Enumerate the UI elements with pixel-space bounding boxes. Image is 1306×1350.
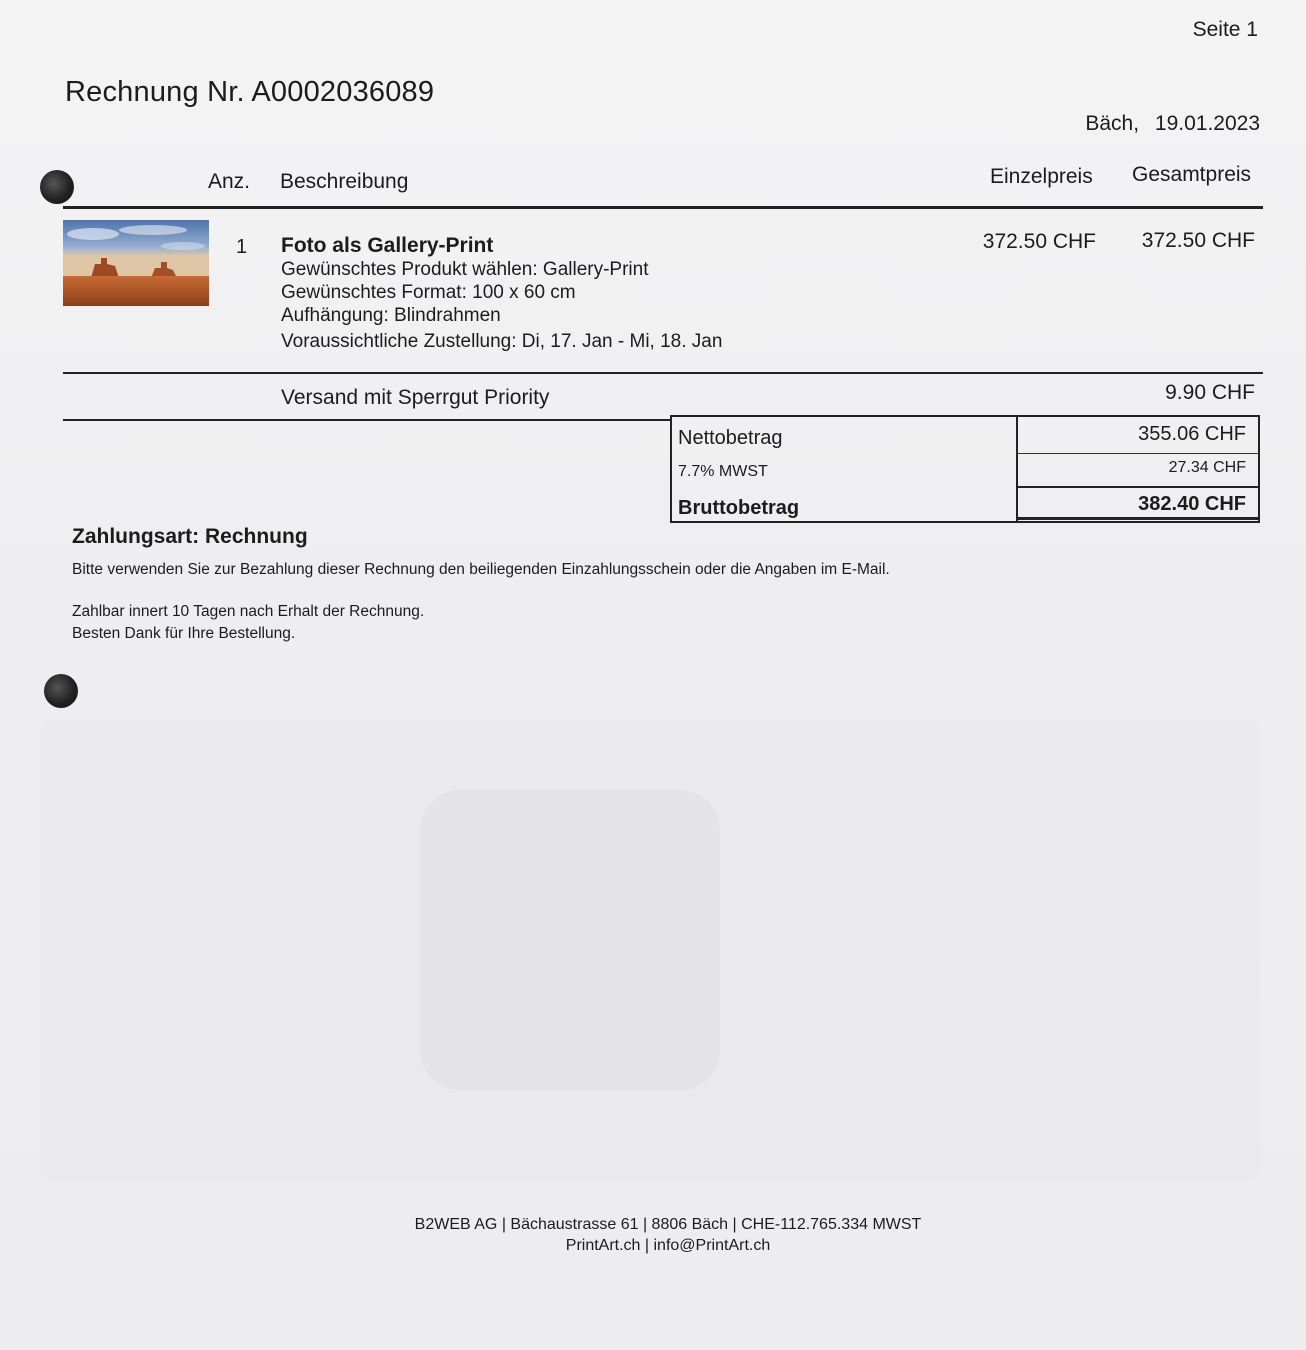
gross-amount-value: 382.40 CHF (1138, 493, 1246, 515)
line-item-detail: Gewünschtes Produkt wählen: Gallery-Print (281, 259, 649, 280)
table-header-rule (63, 206, 1263, 209)
thank-you-note: Besten Dank für Ihre Bestellung. (72, 625, 296, 642)
column-header-total-price: Gesamtpreis (1132, 163, 1252, 186)
payment-method-heading: Zahlungsart: Rechnung (72, 525, 308, 548)
punch-hole (40, 170, 74, 204)
shipping-price: 9.90 CHF (1165, 381, 1255, 404)
bleed-through-shadow (40, 720, 1260, 1180)
invoice-title: Rechnung Nr. A0002036089 (65, 76, 435, 108)
net-amount-label: Nettobetrag (678, 427, 783, 449)
shipping-label: Versand mit Sperrgut Priority (281, 386, 550, 409)
payment-note: Bitte verwenden Sie zur Bezahlung dieser Rechnung den beiliegenden Einzahlungsschein oder die Angaben im E-Mail. (72, 561, 890, 578)
place-date (1085, 112, 1260, 136)
line-item-detail: Voraussichtliche Zustellung: Di, 17. Jan - Mi, 18. Jan (281, 331, 723, 352)
totals-divider (1016, 517, 1260, 520)
shipping-rule (63, 419, 671, 421)
column-header-qty: Anz. (208, 170, 251, 193)
totals-divider (1016, 453, 1260, 454)
line-item-detail: Aufhängung: Blindrahmen (281, 305, 501, 326)
net-amount-value: 355.06 CHF (1138, 423, 1246, 445)
punch-hole (44, 674, 78, 708)
line-item-unit-price: 372.50 CHF (982, 230, 1096, 253)
invoice-date: 19.01.2023 (1154, 112, 1260, 135)
page-number: Seite 1 (1192, 18, 1258, 41)
invoice-place: Bäch, (1085, 112, 1140, 135)
payment-terms: Zahlbar innert 10 Tagen nach Erhalt der Rechnung. (72, 603, 425, 620)
line-item-rule (63, 372, 1263, 374)
line-item-detail: Gewünschtes Format: 100 x 60 cm (281, 282, 576, 303)
company-contact: PrintArt.ch | info@PrintArt.ch (565, 1237, 771, 1254)
totals-divider (1016, 417, 1018, 521)
company-footer: B2WEB AG | Bächaustrasse 61 | 8806 Bäch | CHE-112.765.334 MWST (414, 1216, 922, 1233)
desert-landscape-photo-icon (63, 220, 209, 306)
line-item-title: Foto als Gallery-Print (281, 234, 494, 257)
gross-amount-label: Bruttobetrag (678, 497, 800, 519)
vat-value: 27.34 CHF (1168, 459, 1246, 476)
totals-divider (1016, 486, 1260, 488)
vat-label: 7.7% MWST (678, 463, 768, 480)
line-item-qty: 1 (236, 236, 248, 258)
line-item-total-price: 372.50 CHF (1141, 229, 1255, 252)
column-header-description: Beschreibung (280, 170, 409, 193)
totals-box (670, 415, 1260, 523)
column-header-unit-price: Einzelpreis (990, 165, 1093, 188)
